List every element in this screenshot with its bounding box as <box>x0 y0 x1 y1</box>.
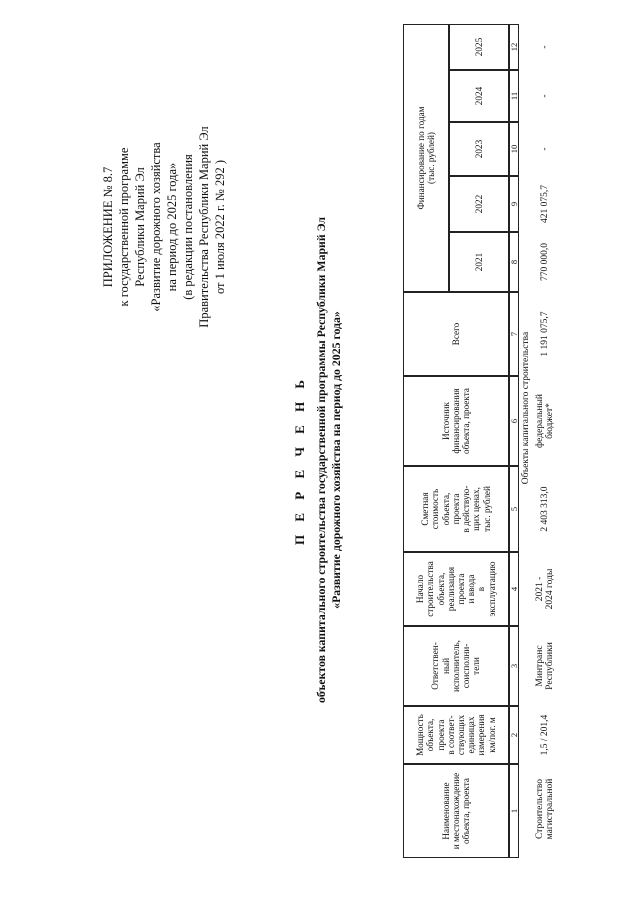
header-text: соисполни- <box>461 643 472 689</box>
cell-text: Минтранс <box>535 645 545 687</box>
column-number <box>509 70 519 122</box>
objects-table <box>403 24 639 858</box>
header-text: км/пог. м <box>486 717 497 753</box>
header-text: 2021 <box>473 252 484 272</box>
header-year-2022 <box>449 176 509 232</box>
title-subline: «Развитие дорожного хозяйства на период до 2025 года» <box>329 311 343 609</box>
header-text: 2025 <box>473 37 484 57</box>
header-text: проекта <box>456 573 466 605</box>
cell-cost: 2 403 313,0 <box>540 486 550 532</box>
header-text: проекта <box>450 493 461 525</box>
header-cost <box>403 466 509 552</box>
column-number <box>509 376 519 466</box>
header-text: 2022 <box>473 194 484 214</box>
cell-2024: - <box>540 94 550 98</box>
header-capacity <box>403 706 509 764</box>
header-text: объекта, <box>440 492 451 526</box>
column-number <box>509 626 519 706</box>
header-text: в действую- <box>461 485 472 533</box>
header-text: реализация <box>445 566 456 612</box>
cell-text: Строительство <box>535 778 545 840</box>
appendix-line: на период до 2025 года» <box>165 162 179 292</box>
cell-2021: 770 000,0 <box>540 243 550 281</box>
column-number-text: 2 <box>508 732 519 738</box>
header-text: ный <box>440 658 451 675</box>
header-text: 2023 <box>473 139 484 159</box>
appendix-line: ПРИЛОЖЕНИЕ № 8.7 <box>101 166 115 288</box>
appendix-line: Правительства Республики Марий Эл <box>197 126 211 328</box>
cell-source <box>535 376 555 466</box>
header-text: Мощность <box>415 714 426 756</box>
header-text: строительства <box>425 561 436 617</box>
header-funding-group <box>403 24 449 292</box>
cell-text: магистральной <box>545 778 555 840</box>
header-text: объекта, проекта <box>461 388 472 454</box>
header-text: объекта, проекта <box>461 778 472 844</box>
column-number <box>509 24 519 70</box>
column-number-text: 9 <box>508 201 519 207</box>
header-text: и ввода <box>466 574 477 604</box>
document-title: П Е Р Е Ч Е Н Ь <box>292 374 307 546</box>
header-text: Начало <box>415 574 426 604</box>
header-text: Наименование <box>440 782 451 840</box>
header-text: финансирования <box>450 388 461 454</box>
header-start <box>403 552 509 626</box>
header-text: единицах <box>466 716 477 754</box>
column-number-text: 10 <box>508 144 519 154</box>
column-number-text: 4 <box>508 586 519 592</box>
header-text: объекта, <box>425 718 436 752</box>
cell-text: 2024 годы <box>545 568 555 610</box>
header-text: эксплуатацию <box>486 561 497 617</box>
column-number-text: 5 <box>508 506 519 512</box>
appendix-line: от 1 июля 2022 г. № 292 ) <box>213 159 227 295</box>
cell-2022: 421 075,7 <box>540 185 550 223</box>
column-number-text: 11 <box>508 91 519 101</box>
header-text: исполнитель, <box>450 640 461 692</box>
column-number <box>509 122 519 176</box>
cell-capacity: 1,5 / 201,4 <box>540 714 550 756</box>
header-text: 2024 <box>473 86 484 106</box>
cell-period <box>535 552 555 626</box>
header-text: измерения <box>476 714 487 756</box>
column-number-text: 1 <box>508 808 519 814</box>
section-title: Объекты капитального строительства <box>521 331 531 485</box>
cell-2025: - <box>540 45 550 49</box>
header-text: Источник <box>440 402 451 440</box>
cell-2023: - <box>540 147 550 151</box>
header-text: и местонахождение <box>450 772 461 850</box>
column-number-text: 6 <box>508 418 519 424</box>
appendix-line: к государственной программе <box>117 147 131 307</box>
column-number-text: 7 <box>508 331 519 337</box>
column-number <box>509 232 519 292</box>
header-text: тыс. рублей <box>481 486 492 532</box>
cell-text: федеральный <box>535 394 545 448</box>
cell-executor <box>535 626 555 706</box>
cell-text: Республики <box>545 642 555 690</box>
column-number <box>509 292 519 376</box>
appendix-block <box>102 82 242 372</box>
header-text: тели <box>471 657 482 675</box>
header-name <box>403 764 509 858</box>
header-text: Всего <box>450 322 461 346</box>
appendix-line: «Развитие дорожного хозяйства <box>149 142 163 312</box>
header-text: проекта <box>435 719 446 751</box>
header-text: в <box>476 586 487 592</box>
header-year-2024 <box>449 70 509 122</box>
header-year-2025 <box>449 24 509 70</box>
header-text: объекта, <box>435 572 446 606</box>
title-block <box>292 140 362 780</box>
column-number <box>509 176 519 232</box>
column-number <box>509 466 519 552</box>
header-text: в соответ- <box>445 715 456 755</box>
column-number <box>509 764 519 858</box>
header-executor <box>403 626 509 706</box>
cell-text: 2021 - <box>535 576 545 602</box>
appendix-line: (в редакции постановления <box>181 154 195 300</box>
header-total <box>403 292 509 376</box>
column-number <box>509 552 519 626</box>
column-number <box>509 706 519 764</box>
appendix-line: Республики Марий Эл <box>133 167 147 287</box>
title-subline: объектов капитального строительства государственной программы Республики Марий Эл <box>314 216 328 704</box>
header-year-2023 <box>449 122 509 176</box>
column-number-text: 3 <box>508 663 519 669</box>
header-source <box>403 376 509 466</box>
header-text: ствующих <box>456 714 466 756</box>
header-text: щих ценах, <box>471 487 482 531</box>
header-text: Сметная <box>420 492 431 526</box>
column-number-text: 12 <box>508 42 519 52</box>
header-text: Ответствен- <box>430 642 441 690</box>
cell-name <box>535 764 555 854</box>
column-number-text: 8 <box>508 259 519 265</box>
header-text: стоимость <box>430 488 441 530</box>
cell-text: бюджет* <box>545 403 555 439</box>
cell-total: 1 191 075,7 <box>540 311 550 357</box>
header-year-2021 <box>449 232 509 292</box>
header-text: (тыс. рублей) <box>426 132 436 184</box>
header-text: Финансирование по годам <box>415 106 426 210</box>
